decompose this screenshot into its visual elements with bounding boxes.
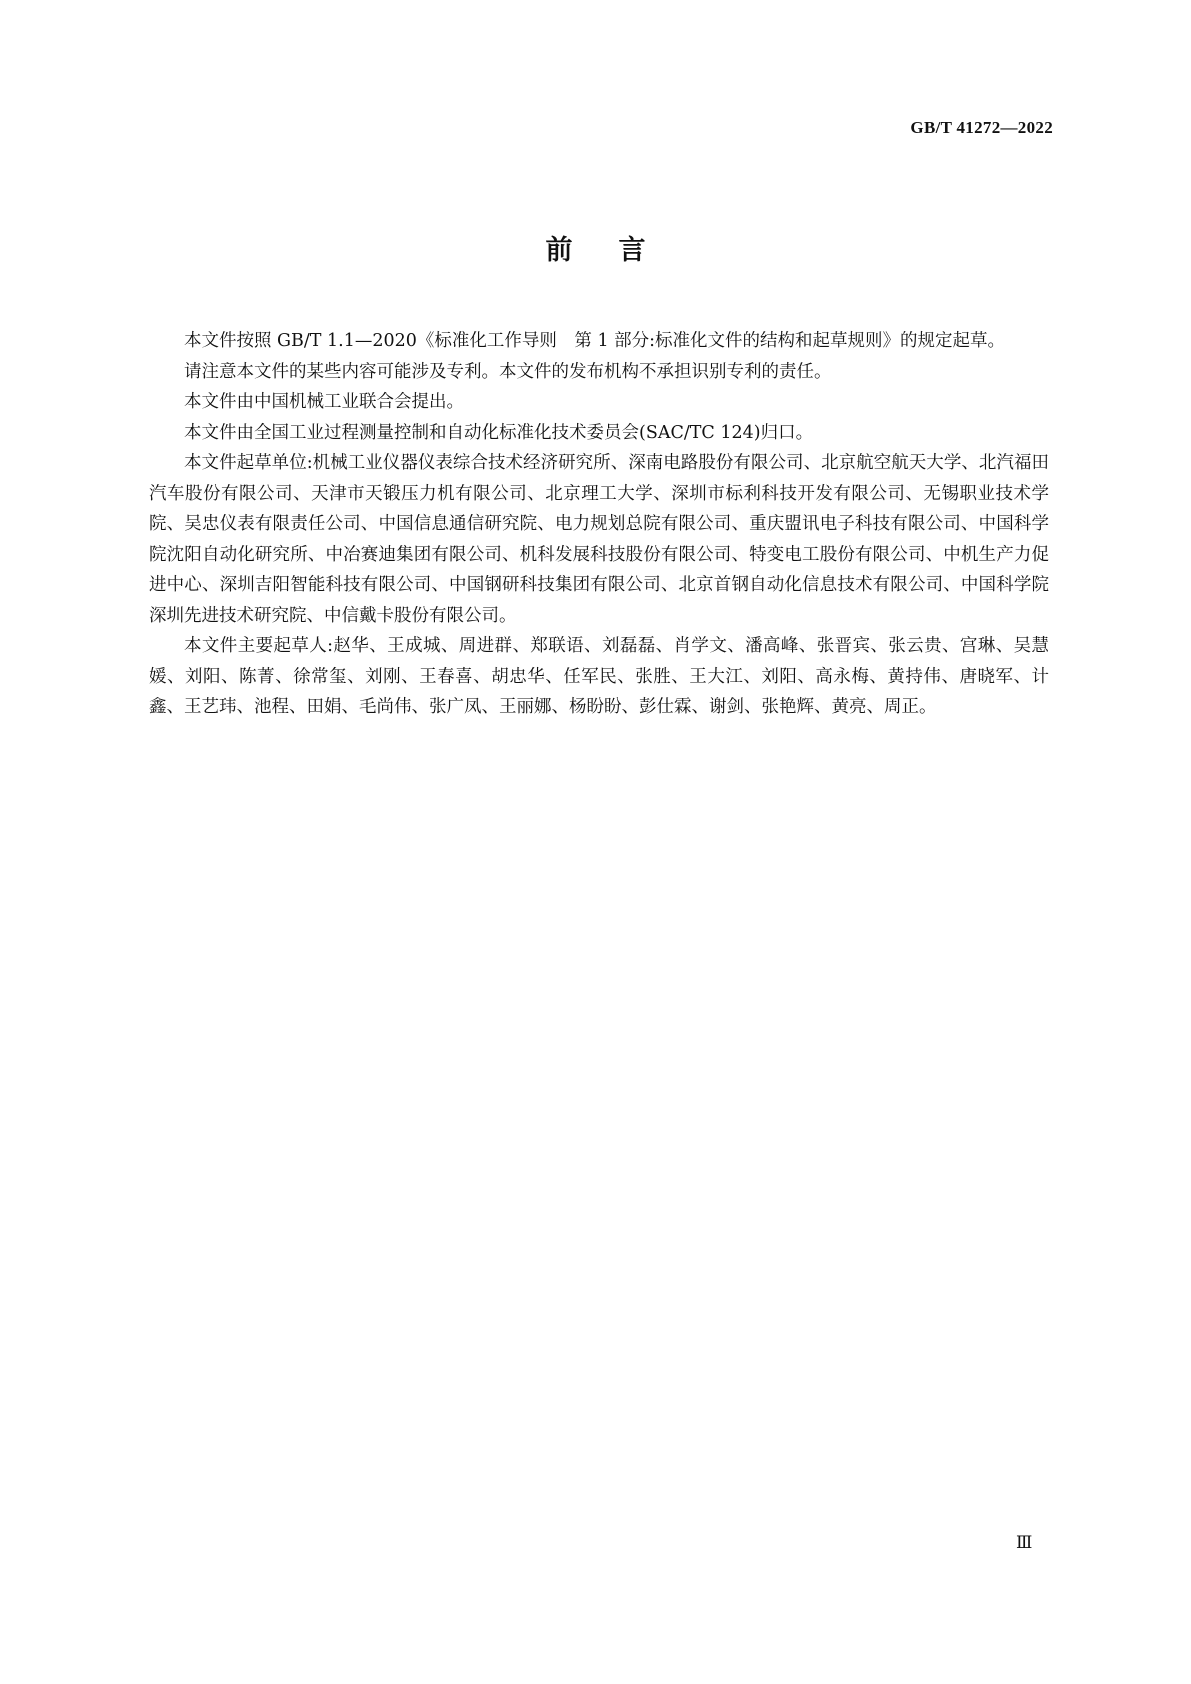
- paragraph-drafting-units: 本文件起草单位:机械工业仪器仪表综合技术经济研究所、深南电路股份有限公司、北京航空航天大学、北汽福田汽车股份有限公司、天津市天锻压力机有限公司、北京理工大学、深圳市标利科技开发有限公司、无锡职业技术学院、吴忠仪表有限责任公司、中国信息通信研究院、电力规划总院有限公司、重庆盟讯电子科技有限公司、中国科学院沈阳自动化研究所、中冶赛迪集团有限公司、机科发展科技股份有限公司、特变电工股份有限公司、中机生产力促进中心、深圳吉阳智能科技有限公司、中国钢研科技集团有限公司、北京首钢自动化信息技术有限公司、中国科学院深圳先进技术研究院、中信戴卡股份有限公司。: [149, 453, 1049, 626]
- standard-code: GB/T 41272—2022: [910, 118, 1053, 137]
- paragraph-proposer: 本文件由中国机械工业联合会提出。: [184, 392, 464, 412]
- paragraph-patent-notice: 请注意本文件的某些内容可能涉及专利。本文件的发布机构不承担识别专利的责任。: [184, 361, 832, 382]
- paragraph-drafting-rules: 本文件按照 GB/T 1.1—2020《标准化工作导则 第 1 部分:标准化文件的结构和起草规则》的规定起草。: [184, 331, 1006, 351]
- page-title: 前言: [545, 235, 692, 266]
- paragraph-administrator: 本文件由全国工业过程测量控制和自动化标准化技术委员会(SAC/TC 124)归口。: [184, 422, 814, 443]
- paragraph-main-drafters: 本文件主要起草人:赵华、王成城、周进群、郑联语、刘磊磊、肖学文、潘高峰、张晋宾、张云贵、宫琳、吴慧媛、刘阳、陈菁、徐常玺、刘刚、王春喜、胡忠华、任军民、张胜、王大江、刘阳、高永梅、黄持伟、唐晓军、计鑫、王艺玮、池程、田娟、毛尚伟、张广凤、王丽娜、杨盼盼、彭仕霖、谢剑、张艳辉、黄亮、周正。: [149, 636, 1049, 717]
- foreword-body: [149, 326, 1049, 723]
- page-number: Ⅲ: [1016, 1533, 1033, 1552]
